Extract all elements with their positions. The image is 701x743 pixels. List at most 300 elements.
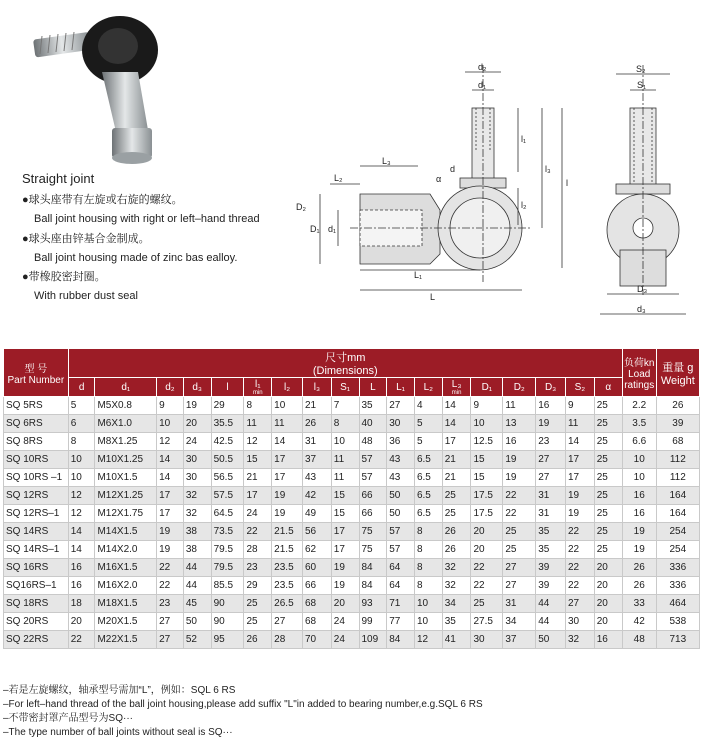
table-cell: 35: [359, 397, 387, 415]
column-header: l₁ min: [244, 378, 272, 397]
table-cell: 112: [656, 469, 699, 487]
table-cell: 30: [565, 613, 594, 631]
part-number-cell: SQ 10RS: [4, 451, 69, 469]
table-cell: 56: [303, 523, 332, 541]
table-cell: 19: [622, 523, 656, 541]
footnote-3: –不带密封罩产品型号为SQ···: [3, 713, 133, 724]
part-number-cell: SQ 16RS: [4, 559, 69, 577]
table-cell: 20: [183, 415, 211, 433]
label-S1: S₁: [637, 80, 647, 90]
part-number-cell: SQ 5RS: [4, 397, 69, 415]
table-cell: 90: [211, 595, 244, 613]
table-cell: 25: [244, 595, 272, 613]
column-header: D₂: [503, 378, 536, 397]
table-cell: M6X1.0: [95, 415, 157, 433]
header-load-cn: 负荷kn: [623, 358, 655, 369]
table-cell: 336: [656, 577, 699, 595]
column-header: d: [68, 378, 95, 397]
table-cell: 35.5: [211, 415, 244, 433]
part-number-cell: SQ 8RS: [4, 433, 69, 451]
table-cell: 50: [387, 505, 415, 523]
table-cell: 25: [594, 433, 622, 451]
table-cell: 5: [414, 433, 442, 451]
table-cell: 19: [565, 487, 594, 505]
table-cell: 19: [272, 505, 303, 523]
table-cell: 38: [183, 523, 211, 541]
table-cell: 20: [471, 523, 503, 541]
table-cell: 14: [68, 541, 95, 559]
table-cell: 12: [68, 487, 95, 505]
header-load: [622, 349, 656, 397]
table-cell: 12: [414, 631, 442, 649]
footnote-2: –For left–hand thread of the ball joint housing,please add suffix "L"in added to bearing number,e.g.SQL 6 RS: [3, 699, 483, 710]
table-cell: 17.5: [471, 505, 503, 523]
table-cell: 68: [303, 595, 332, 613]
table-cell: 16: [622, 487, 656, 505]
label-d1-top: d₁: [478, 80, 487, 90]
table-row: [4, 577, 700, 595]
table-cell: 44: [183, 559, 211, 577]
part-number-cell: SQ 14RS–1: [4, 541, 69, 559]
table-cell: 73.5: [211, 523, 244, 541]
table-cell: 48: [359, 433, 387, 451]
table-cell: 25: [442, 487, 471, 505]
table-cell: 10: [331, 433, 359, 451]
table-row: [4, 505, 700, 523]
table-cell: 19: [503, 469, 536, 487]
table-cell: 24: [331, 631, 359, 649]
table-cell: 43: [387, 451, 415, 469]
table-cell: 19: [536, 415, 566, 433]
label-l2: l₂: [521, 200, 527, 210]
table-cell: 56.5: [211, 469, 244, 487]
table-cell: M8X1.25: [95, 433, 157, 451]
table-cell: 84: [387, 631, 415, 649]
table-cell: 19: [503, 451, 536, 469]
table-row: [4, 613, 700, 631]
table-cell: 9: [565, 397, 594, 415]
table-cell: 41: [442, 631, 471, 649]
table-cell: 17: [244, 487, 272, 505]
table-cell: 20: [594, 613, 622, 631]
table-cell: 19: [622, 541, 656, 559]
table-cell: 25: [594, 415, 622, 433]
spec-table-body: [4, 397, 700, 649]
table-cell: 336: [656, 559, 699, 577]
table-cell: 52: [183, 631, 211, 649]
column-header: d₁: [95, 378, 157, 397]
table-cell: 50: [183, 613, 211, 631]
table-cell: 17: [442, 433, 471, 451]
table-cell: 5: [414, 415, 442, 433]
header-part-en: Part Number: [7, 374, 65, 386]
table-cell: 70: [303, 631, 332, 649]
column-header: S₂: [565, 378, 594, 397]
table-cell: 20: [594, 595, 622, 613]
table-cell: 66: [359, 505, 387, 523]
column-header: l: [211, 378, 244, 397]
table-cell: 27: [503, 577, 536, 595]
table-cell: 15: [244, 451, 272, 469]
table-cell: 50: [536, 631, 566, 649]
table-cell: 60: [303, 559, 332, 577]
table-cell: 26: [622, 577, 656, 595]
table-cell: 14: [157, 469, 184, 487]
table-cell: 11: [331, 469, 359, 487]
table-cell: 21.5: [272, 541, 303, 559]
table-cell: 20: [594, 577, 622, 595]
table-cell: 27: [565, 595, 594, 613]
table-cell: 35: [536, 541, 566, 559]
table-cell: 16: [503, 433, 536, 451]
table-cell: 3.5: [622, 415, 656, 433]
table-cell: 15: [331, 487, 359, 505]
footnote-4: –The type number of ball joints without seal is SQ···: [3, 727, 233, 738]
table-cell: 64: [387, 559, 415, 577]
table-cell: 11: [331, 451, 359, 469]
table-cell: 21: [244, 469, 272, 487]
table-cell: 26: [656, 397, 699, 415]
spec-table: [3, 348, 700, 649]
label-l3: l₃: [545, 164, 551, 174]
part-number-cell: SQ 20RS: [4, 613, 69, 631]
table-cell: 66: [303, 577, 332, 595]
table-cell: 64.5: [211, 505, 244, 523]
table-cell: 23: [536, 433, 566, 451]
table-cell: 164: [656, 487, 699, 505]
table-cell: 31: [536, 505, 566, 523]
table-cell: 26: [622, 559, 656, 577]
feature-2-cn: ●球头座由锌基合金制成。: [22, 233, 150, 245]
header-weight: [656, 349, 699, 397]
table-cell: 20: [331, 595, 359, 613]
table-cell: 75: [359, 541, 387, 559]
table-cell: 42: [622, 613, 656, 631]
table-cell: 18: [68, 595, 95, 613]
table-cell: 57: [359, 469, 387, 487]
table-cell: 29: [211, 397, 244, 415]
table-cell: 50.5: [211, 451, 244, 469]
table-cell: 27: [503, 559, 536, 577]
column-header: S₁: [331, 378, 359, 397]
table-cell: 164: [656, 505, 699, 523]
header-dims-cn: 尺寸mm: [325, 352, 366, 364]
table-cell: M14X2.0: [95, 541, 157, 559]
table-cell: 16: [68, 559, 95, 577]
table-cell: 10: [157, 415, 184, 433]
table-cell: 34: [503, 613, 536, 631]
footnote-1: –若是左旋螺纹，轴承型号需加“L”，例如：SQL 6 RS: [3, 685, 236, 696]
table-cell: 23.5: [272, 577, 303, 595]
feature-3-cn: ●带橡胶密封圈。: [22, 271, 106, 283]
table-cell: 2.2: [622, 397, 656, 415]
table-cell: 33: [622, 595, 656, 613]
table-cell: 15: [331, 505, 359, 523]
label-S2: S₂: [636, 64, 646, 74]
table-cell: 22: [565, 577, 594, 595]
table-cell: 15: [471, 469, 503, 487]
table-cell: 15: [471, 451, 503, 469]
table-cell: 38: [183, 541, 211, 559]
table-cell: 464: [656, 595, 699, 613]
table-cell: 49: [303, 505, 332, 523]
label-D2: D₂: [296, 202, 306, 212]
table-cell: 10: [272, 397, 303, 415]
header-part-cn: 型 号: [24, 363, 48, 375]
column-header: D₁: [471, 378, 503, 397]
table-cell: 22: [565, 523, 594, 541]
table-cell: 27: [536, 469, 566, 487]
table-cell: 5: [68, 397, 95, 415]
table-cell: 31: [536, 487, 566, 505]
table-row: [4, 451, 700, 469]
table-cell: 19: [272, 487, 303, 505]
table-cell: 57.5: [211, 487, 244, 505]
table-cell: 17: [272, 451, 303, 469]
table-cell: 20: [68, 613, 95, 631]
table-row: [4, 487, 700, 505]
column-header: L₂: [414, 378, 442, 397]
table-cell: 8: [414, 523, 442, 541]
header-part-number: [4, 349, 69, 397]
table-cell: 42: [303, 487, 332, 505]
table-cell: 34: [442, 595, 471, 613]
feature-1-cn: ●球头座带有左旋或右旋的螺纹。: [22, 194, 183, 206]
feature-3-en: With rubber dust seal: [34, 290, 138, 302]
table-cell: 31: [503, 595, 536, 613]
header-weight-en: Weight: [660, 374, 695, 387]
table-row: [4, 415, 700, 433]
table-cell: M16X1.5: [95, 559, 157, 577]
part-number-cell: SQ 12RS: [4, 487, 69, 505]
table-cell: 17: [157, 505, 184, 523]
table-cell: 23: [244, 559, 272, 577]
table-cell: 68: [656, 433, 699, 451]
table-cell: 79.5: [211, 541, 244, 559]
table-cell: 17: [331, 523, 359, 541]
table-cell: 35: [442, 613, 471, 631]
table-cell: M14X1.5: [95, 523, 157, 541]
table-cell: 14: [565, 433, 594, 451]
table-cell: M20X1.5: [95, 613, 157, 631]
table-cell: 14: [272, 433, 303, 451]
table-cell: 14: [157, 451, 184, 469]
table-row: [4, 433, 700, 451]
table-cell: 22: [471, 559, 503, 577]
table-cell: 42.5: [211, 433, 244, 451]
table-cell: M10X1.25: [95, 451, 157, 469]
label-L2: L₂: [334, 173, 343, 183]
part-number-cell: SQ 22RS: [4, 631, 69, 649]
table-cell: 254: [656, 541, 699, 559]
table-cell: 8: [414, 577, 442, 595]
table-cell: 29: [244, 577, 272, 595]
label-l1: l₁: [521, 134, 527, 144]
table-cell: 13: [503, 415, 536, 433]
table-row: [4, 559, 700, 577]
table-cell: 19: [331, 577, 359, 595]
header-dimensions: [68, 349, 622, 378]
product-title: Straight joint: [22, 171, 95, 186]
table-cell: 22: [68, 631, 95, 649]
table-cell: 14: [68, 523, 95, 541]
table-cell: 77: [387, 613, 415, 631]
table-cell: 11: [272, 415, 303, 433]
table-cell: 19: [565, 505, 594, 523]
table-cell: 43: [387, 469, 415, 487]
table-cell: 30: [471, 631, 503, 649]
table-cell: 62: [303, 541, 332, 559]
table-cell: 19: [157, 523, 184, 541]
table-cell: 17: [272, 469, 303, 487]
table-cell: 64: [387, 577, 415, 595]
table-cell: 85.5: [211, 577, 244, 595]
label-L3: L₃: [382, 156, 391, 166]
feature-2-en: Ball joint housing made of zinc bas ealloy.: [34, 252, 238, 264]
table-row: [4, 595, 700, 613]
table-cell: 14: [442, 397, 471, 415]
table-cell: 57: [387, 541, 415, 559]
table-cell: 12: [157, 433, 184, 451]
table-cell: 27: [157, 631, 184, 649]
column-header: L₁: [387, 378, 415, 397]
table-cell: 25: [503, 523, 536, 541]
table-cell: M10X1.5: [95, 469, 157, 487]
table-cell: 23.5: [272, 559, 303, 577]
table-cell: M12X1.75: [95, 505, 157, 523]
table-cell: 24: [183, 433, 211, 451]
table-cell: 6.5: [414, 469, 442, 487]
table-cell: 22: [471, 577, 503, 595]
table-cell: 27: [157, 613, 184, 631]
table-cell: 10: [68, 451, 95, 469]
table-cell: 93: [359, 595, 387, 613]
table-cell: 6.5: [414, 505, 442, 523]
table-cell: 25: [594, 487, 622, 505]
table-cell: 32: [183, 487, 211, 505]
column-header: d₂: [157, 378, 184, 397]
column-header: L₃ min: [442, 378, 471, 397]
column-header-row: [4, 378, 700, 397]
part-number-cell: SQ 18RS: [4, 595, 69, 613]
table-cell: 30: [183, 469, 211, 487]
table-row: [4, 469, 700, 487]
feature-1-en: Ball joint housing with right or left–hand thread: [34, 213, 260, 225]
table-row: [4, 397, 700, 415]
table-cell: 44: [536, 595, 566, 613]
table-cell: 16: [622, 505, 656, 523]
label-d1-side: d₁: [328, 224, 337, 234]
table-cell: 35: [536, 523, 566, 541]
table-cell: 22: [503, 487, 536, 505]
table-cell: 21.5: [272, 523, 303, 541]
table-cell: 26: [442, 523, 471, 541]
table-cell: 21: [442, 469, 471, 487]
table-cell: 75: [359, 523, 387, 541]
table-cell: M18X1.5: [95, 595, 157, 613]
table-cell: 39: [536, 577, 566, 595]
table-cell: 109: [359, 631, 387, 649]
table-cell: 8: [414, 541, 442, 559]
table-cell: 25: [594, 541, 622, 559]
table-cell: 30: [387, 415, 415, 433]
table-cell: 7: [331, 397, 359, 415]
table-cell: M16X2.0: [95, 577, 157, 595]
table-cell: 6: [68, 415, 95, 433]
table-cell: 25: [471, 595, 503, 613]
table-cell: 22: [565, 541, 594, 559]
table-cell: 22: [157, 559, 184, 577]
table-cell: 538: [656, 613, 699, 631]
table-cell: 43: [303, 469, 332, 487]
column-header: D₃: [536, 378, 566, 397]
table-cell: 19: [157, 541, 184, 559]
table-cell: 10: [68, 469, 95, 487]
table-cell: 16: [536, 397, 566, 415]
table-cell: 112: [656, 451, 699, 469]
column-header: α: [594, 378, 622, 397]
table-cell: 37: [303, 451, 332, 469]
table-row: [4, 523, 700, 541]
column-header: d₃: [183, 378, 211, 397]
table-cell: 8: [331, 415, 359, 433]
part-number-cell: SQ 10RS –1: [4, 469, 69, 487]
label-d: d: [450, 164, 456, 174]
table-cell: 44: [536, 613, 566, 631]
label-D1: D₁: [310, 224, 320, 234]
table-cell: 68: [303, 613, 332, 631]
table-cell: 27: [536, 451, 566, 469]
table-cell: 71: [387, 595, 415, 613]
table-cell: 10: [414, 595, 442, 613]
table-cell: 8: [244, 397, 272, 415]
table-cell: 28: [272, 631, 303, 649]
table-cell: 25: [503, 541, 536, 559]
part-number-cell: SQ 6RS: [4, 415, 69, 433]
table-cell: 26.5: [272, 595, 303, 613]
table-cell: 26: [442, 541, 471, 559]
header-load-en: Load ratings: [624, 369, 655, 391]
table-cell: 99: [359, 613, 387, 631]
table-cell: 22: [565, 559, 594, 577]
table-cell: 39: [656, 415, 699, 433]
label-L: L: [430, 292, 436, 302]
table-cell: 12: [244, 433, 272, 451]
table-cell: 11: [565, 415, 594, 433]
table-cell: 39: [536, 559, 566, 577]
label-D3: D₃: [637, 284, 648, 294]
table-cell: 32: [442, 559, 471, 577]
table-cell: 48: [622, 631, 656, 649]
table-cell: 25: [594, 451, 622, 469]
column-header: l₂: [272, 378, 303, 397]
table-row: [4, 631, 700, 649]
table-cell: 254: [656, 523, 699, 541]
label-d3: d₃: [637, 304, 646, 314]
product-photo: [20, 10, 170, 170]
table-cell: 24: [244, 505, 272, 523]
table-cell: 16: [594, 631, 622, 649]
table-cell: 19: [183, 397, 211, 415]
table-cell: 32: [183, 505, 211, 523]
table-cell: 21: [442, 451, 471, 469]
table-cell: 32: [442, 577, 471, 595]
table-cell: 10: [622, 469, 656, 487]
table-cell: 25: [442, 505, 471, 523]
table-cell: 6.6: [622, 433, 656, 451]
table-cell: 25: [594, 469, 622, 487]
table-cell: 25: [594, 397, 622, 415]
